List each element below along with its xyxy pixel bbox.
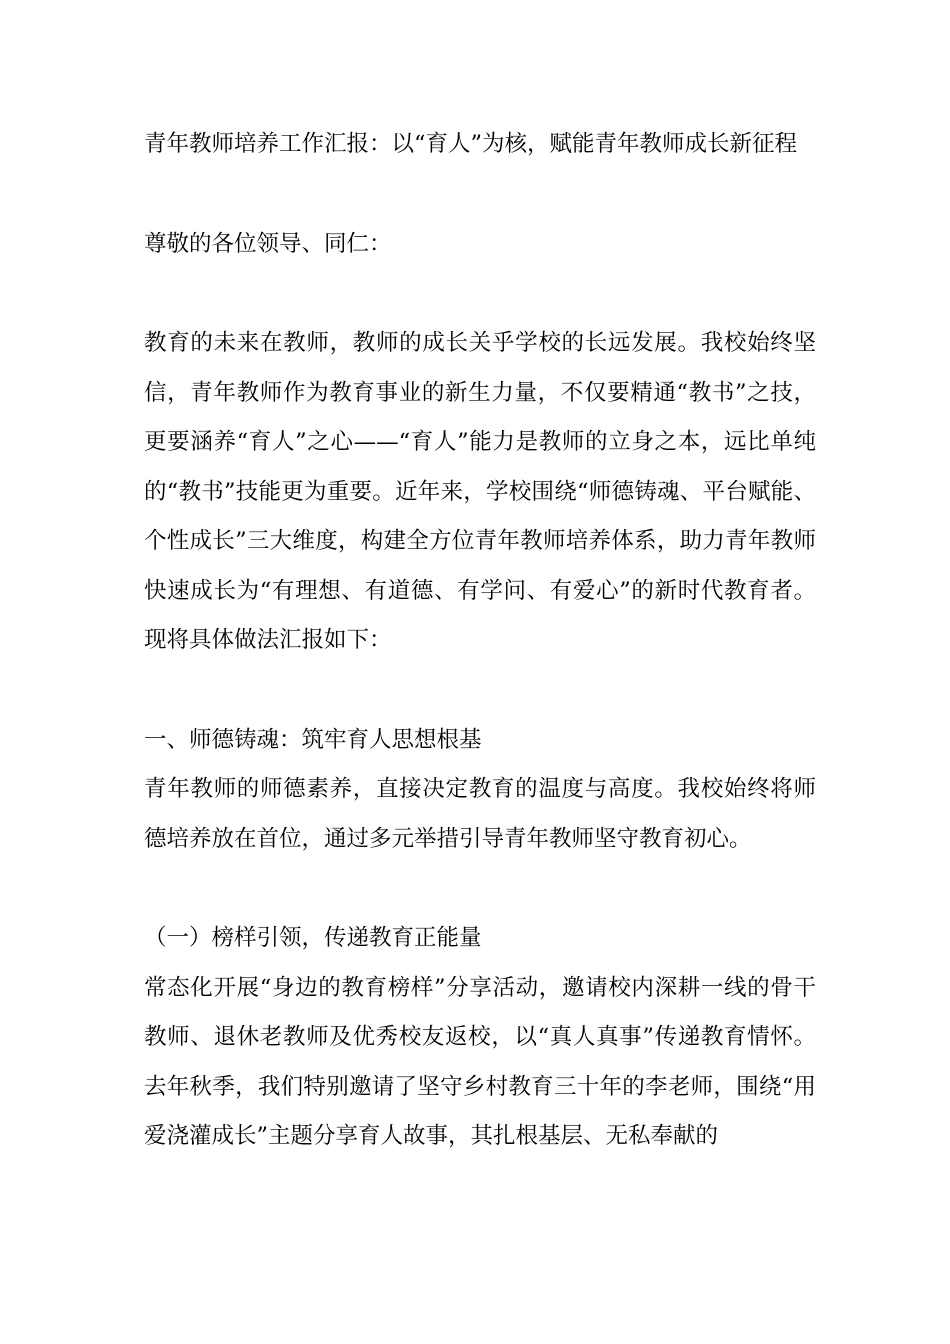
document-title: 青年教师培养工作汇报：以“育人”为核，赋能青年教师成长新征程 <box>144 131 798 157</box>
intro-paragraph: 教育的未来在教师，教师的成长关乎学校的长远发展。我校始终坚信，青年教师作为教育事业的新生力量，不仅要精通“教书”之技，更要涵养“育人”之心——“育人”能力是教师的立身之本，远比单纯的“教书”技能更为重要。近年来，学校围绕“师德铸魂、平台赋能、个性成长”三大维度，构建全方位青年教师培养体系，助力青年教师快速成长为“有理想、有道德、有学问、有爱心”的新时代教育者。现将具体做法汇报如下： <box>144 330 816 653</box>
subsection-1-body: 常态化开展“身边的教育榜样”分享活动，邀请校内深耕一线的骨干教师、退休老教师及优秀校友返校，以“真人真事”传递教育情怀。去年秋季，我们特别邀请了坚守乡村教育三十年的李老师，围绕“用爱浇灌成长”主题分享育人故事，其扎根基层、无私奉献的 <box>144 974 816 1149</box>
section-1-heading: 一、师德铸魂：筑牢育人思想根基 <box>144 726 482 753</box>
subsection-1-heading: （一）榜样引领，传递教育正能量 <box>144 925 482 951</box>
section-1-body: 青年教师的师德素养，直接决定教育的温度与高度。我校始终将师德培养放在首位，通过多元举措引导青年教师坚守教育初心。 <box>144 776 816 852</box>
salutation: 尊敬的各位领导、同仁： <box>144 230 392 257</box>
document-page <box>144 120 816 1162</box>
